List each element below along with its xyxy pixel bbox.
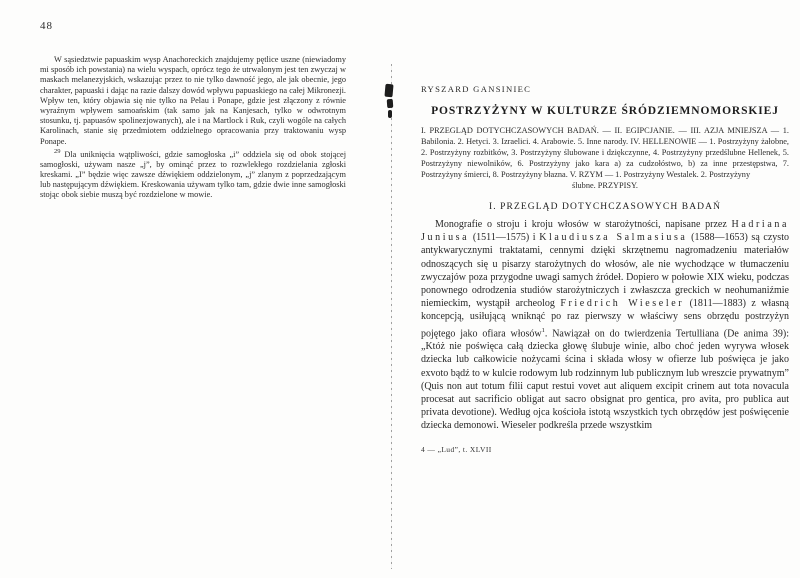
person-name-claudius-salmasius: Klaudiusza Salmasiusa xyxy=(539,232,688,244)
body-run: Monografie o stroju i kroju włosów w starożytności, napisane przez xyxy=(435,219,732,230)
ink-blob xyxy=(388,110,392,118)
footnote-reference-1: 1 xyxy=(541,326,545,334)
left-text-block xyxy=(40,55,346,201)
footnote-marker: 29 xyxy=(54,147,61,155)
body-run: (1511—1575) i xyxy=(469,232,540,244)
signature-footer: 4 — „Lud”, t. XLVII xyxy=(421,444,492,454)
page-right xyxy=(421,84,789,454)
body-run: (1588—1653) są czysto antykwarycznymi traktatami, cennymi dzięki skrzętnemu nagromadzeniu materiałów odnoszących się u pisarzy starożytnych do włosów, ale nie wychodzące w tłumaczeniu zwyczajów poza przygodne uwagi samych źródeł. Dopiero w połowie XIX wieku, podczas ponownego odrodzenia studiów starożytniczych i zwłaszcza greckich w neohumaniźmie niemieckim, wystąpił archeolog xyxy=(421,232,789,310)
ink-blob xyxy=(384,84,393,98)
body-run: . Nawiązał on do twierdzenia Tertulliana (De anima 39): „Któż nie poświęca całą dziecka głowę ślubuje winie, albo choć jeden wyrywa włosek dziecka lub całkowicie nożycami ścina i składa włosy w ofierze lub poświęca je jako exvoto bądź to w kulcie rodowym lub rodzinnym lub publicznym lub wreszcie prywatnym” (Quis non aut totum filii caput restui vovet aut aliquem excipit crinem aut tota novacula procesat aut sacrificio obligat aut sacro obsignat pro gentica, pro avita, pro publica aut privata devotione). Według ojca kościoła istotą wszystkich tych obrzędów jest poświęcenie dziecka demonowi. Wieseler podkreśla przede wszystkim xyxy=(421,327,789,432)
paragraph-footnote xyxy=(40,147,346,201)
ink-blob xyxy=(387,99,394,108)
paragraph-anachoreckie-text: W sąsiedztwie papuaskim wysp Anachoreckich znajdujemy pętlice uszne (niewiadomy mi sposób ich powstania) na wielu wyspach, oprócz tego że utrwalonym jest ten zwyczaj w maskach melanezyjskich, wskazując przez to nie tylko dawność jego, ale jak obecnie, jego charakter, papuaski i dając na razie dalszy dowód wpływu papuaskiego na całej Mikronezji. Wpływ ten, który objawia się nie tylko na Pelau i Ponape, gdzie jest złączony z równie wyraźnym wpływem samoańskim (tak samo jak na Kanjesach, tylko w odwrotnym stosunku, tj. papuasów spolinezjowanych), ale i na Martlock i Ruk, czyli wogóle na całych Karolinach, stanie się przedmiotem oddzielnego opracowania przy traktowaniu wysp Ponape. xyxy=(40,55,346,146)
person-name-hadrianus-junius: Hadriana Juniusa xyxy=(421,219,789,244)
gutter-binding-line xyxy=(391,64,392,569)
person-name-friedrich-wieseler: Friedrich Wieseler xyxy=(560,298,685,310)
footnote-text: Dla uniknięcia wątpliwości, gdzie samogłoska „i” oddziela się od obok stojącej samogłoski, używam nasze „j”, by ominąć przez to rozwlekłego rozdzielania zgłoski kreskami. „I” będzie więc zawsze dźwiękiem oddzielonym, „j” zlanym z poprzedzającym lub następującym dźwiękiem. Kreskowania używam tylko tam, gdzie dwie inne samogłoski stojąc obok siebie muszą być rozdzielone w mowie. xyxy=(40,149,346,200)
toc-summary: I. PRZEGLĄD DOTYCHCZASOWYCH BADAŃ. — II. EGIPCJANIE. — III. AZJA MNIEJSZA — 1. Babilonia. 2. Hetyci. 3. Izraelici. 4. Arabowie. 5. Inne narody. IV. HELLENOWIE — 1. Postrzyżyny żałobne, 2. Postrzyżyny rozbitków, 3. Postrzyżyny ślubowane i dziękczynne, 4. Postrzyżyny przedślubne Hellenek, 5. Postrzyżyny niewolników, 6. Postrzyżyny jako kara a) za cudzołóstwo, b) za inne przestępstwa, 7. Postrzyżyny śmierci, 8. Postrzyżyny błazna. V. RZYM — 1. Postrzyżyny Westalek. 2. Postrzyżyny xyxy=(421,126,789,179)
article-title: POSTRZYŻYNY W KULTURZE ŚRÓDZIEMNOMORSKIEJ xyxy=(431,105,779,117)
toc-summary-last-line: ślubne. PRZYPISY. xyxy=(571,181,638,190)
body-paragraph xyxy=(421,218,789,433)
section-heading: I. PRZEGLĄD DOTYCHCZASOWYCH BADAŃ xyxy=(488,202,722,212)
page-number: 48 xyxy=(40,20,53,32)
author-name: RYSZARD GANSINIEC xyxy=(421,84,532,94)
page-left xyxy=(40,20,346,201)
paragraph-anachoreckie xyxy=(40,55,346,147)
body-run: (1811—1883) z własną koncepcją, usiłującą wniknąć po raz pierwszy w właściwy sens obrzędu postrzyżyn pojętego jako ofiara włosów xyxy=(421,298,789,339)
